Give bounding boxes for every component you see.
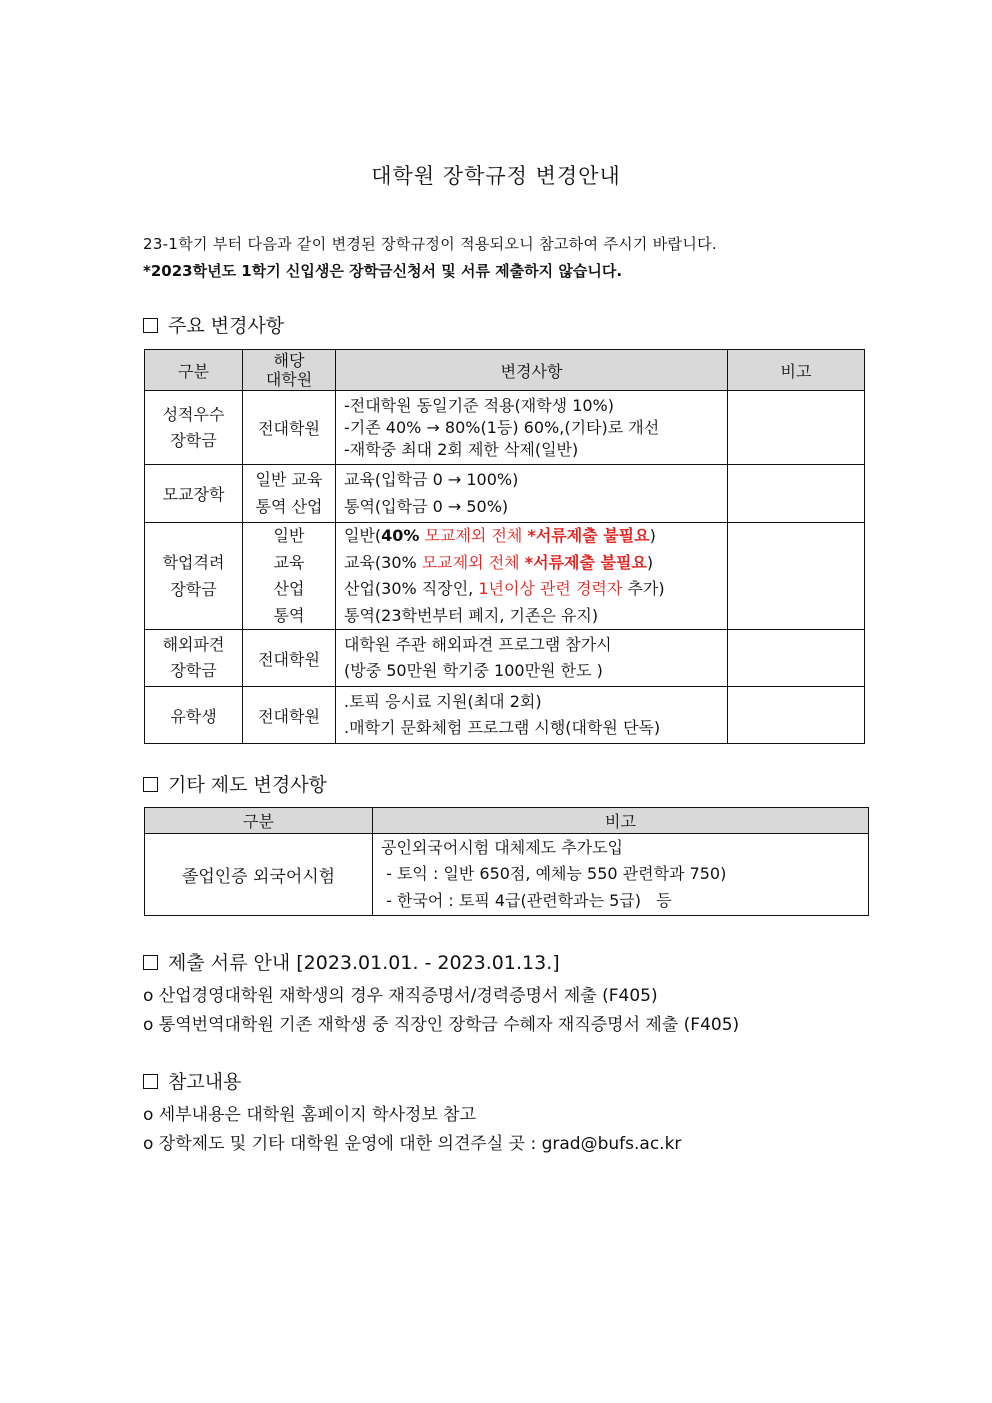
main-changes-table <box>144 349 865 744</box>
row-category: 유학생 <box>145 687 243 744</box>
school-line: 통역 산업 <box>255 496 323 516</box>
checkbox-square-icon <box>143 955 158 970</box>
row-school <box>243 465 336 523</box>
header-note: 비고 <box>373 808 869 834</box>
change-line: .매학기 문화체험 프로그램 시행(대학원 단독) <box>344 718 661 737</box>
change-line: 일반(40% 모교제외 전체 *서류제출 불필요) <box>344 526 656 545</box>
table-row <box>145 523 865 630</box>
table-row <box>145 630 865 687</box>
section-heading-label: 제출 서류 안내 [2023.01.01. - 2023.01.13.] <box>168 952 560 974</box>
checkbox-square-icon <box>143 777 158 792</box>
row-school: 전대학원 <box>243 391 336 465</box>
school-line: 교육 <box>273 552 305 572</box>
list-item: o 통역번역대학원 기존 재학생 중 직장인 장학금 수혜자 재직증명서 제출 (F405) <box>143 1015 740 1035</box>
row-changes <box>336 465 728 523</box>
row-category: 해외파견 장학금 <box>145 630 243 687</box>
section-heading-reference <box>143 1067 241 1094</box>
header-note: 비고 <box>728 350 865 391</box>
school-line: 산업 <box>273 579 305 598</box>
checkbox-square-icon <box>143 1074 158 1089</box>
row-note <box>728 391 865 465</box>
school-line: 일반 교육 <box>255 470 323 489</box>
header-category: 구분 <box>145 350 243 391</box>
school-line: 일반 <box>273 526 305 545</box>
school-line: 통역 <box>273 605 305 625</box>
row-school <box>243 523 336 630</box>
change-line: 산업(30% 직장인, 1년이상 관련 경력자 추가) <box>344 579 665 598</box>
table-header-row <box>145 808 869 834</box>
section-heading-label: 주요 변경사항 <box>168 315 285 337</box>
row-details <box>373 834 869 916</box>
row-note <box>728 687 865 744</box>
other-changes-table <box>144 807 869 916</box>
header-category: 구분 <box>145 808 373 834</box>
change-line: 통역(23학번부터 폐지, 기존은 유지) <box>344 605 599 625</box>
detail-line: - 토익 : 일반 650점, 예체능 550 관련학과 750) <box>381 864 727 884</box>
row-category: 학업격려 장학금 <box>145 523 243 630</box>
change-line: (방중 50만원 학기중 100만원 한도 ) <box>344 661 603 680</box>
intro-text: 23-1학기 부터 다음과 같이 변경된 장학규정이 적용되오니 참고하여 주시기 바랍니다. <box>143 235 717 253</box>
row-category: 졸업인증 외국어시험 <box>145 834 373 916</box>
table-row <box>145 687 865 744</box>
change-line: 통역(입학금 0 → 50%) <box>344 496 509 516</box>
row-school: 전대학원 <box>243 630 336 687</box>
checkbox-square-icon <box>143 318 158 333</box>
table-row <box>145 465 865 523</box>
row-changes <box>336 687 728 744</box>
row-category: 성적우수 장학금 <box>145 391 243 465</box>
page-title: 대학원 장학규정 변경안내 <box>371 164 621 188</box>
detail-line: - 한국어 : 토픽 4급(관련학과는 5급) 등 <box>381 890 672 910</box>
change-line: 교육(30% 모교제외 전체 *서류제출 불필요) <box>344 552 654 572</box>
section-heading-other-changes <box>143 770 327 797</box>
list-item: o 산업경영대학원 재학생의 경우 재직증명서/경력증명서 제출 (F405) <box>143 986 658 1006</box>
header-school: 해당 대학원 <box>243 350 336 391</box>
row-school: 전대학원 <box>243 687 336 744</box>
table-row <box>145 834 869 916</box>
row-category: 모교장학 <box>145 465 243 523</box>
detail-line: 공인외국어시험 대체제도 추가도입 <box>381 837 624 857</box>
row-note <box>728 523 865 630</box>
change-line: 대학원 주관 해외파견 프로그램 참가시 <box>344 634 612 654</box>
section-heading-label: 기타 제도 변경사항 <box>168 774 327 796</box>
row-changes <box>336 630 728 687</box>
intro-notice: *2023학년도 1학기 신입생은 장학금신청서 및 서류 제출하지 않습니다. <box>143 262 623 280</box>
table-row <box>145 391 865 465</box>
row-note <box>728 465 865 523</box>
row-changes <box>336 523 728 630</box>
change-line: 교육(입학금 0 → 100%) <box>344 470 519 489</box>
row-changes <box>336 391 728 465</box>
row-note <box>728 630 865 687</box>
list-item: o 세부내용은 대학원 홈페이지 학사정보 참고 <box>143 1105 477 1125</box>
list-item: o 장학제도 및 기타 대학원 운영에 대한 의견주실 곳 : grad@bufs.ac.kr <box>143 1134 682 1154</box>
header-changes: 변경사항 <box>336 350 728 391</box>
change-line: -전대학원 동일기준 적용(재학생 10%) <box>344 395 615 415</box>
section-heading-documents <box>143 948 560 975</box>
change-line: .토픽 응시료 지원(최대 2회) <box>344 691 542 711</box>
section-heading-main-changes <box>143 311 284 338</box>
section-heading-label: 참고내용 <box>168 1071 242 1093</box>
table-header-row <box>145 350 865 391</box>
change-line: -재학중 최대 2회 제한 삭제(일반) <box>344 439 579 459</box>
change-line: -기존 40% → 80%(1등) 60%,(기타)로 개선 <box>344 417 660 437</box>
